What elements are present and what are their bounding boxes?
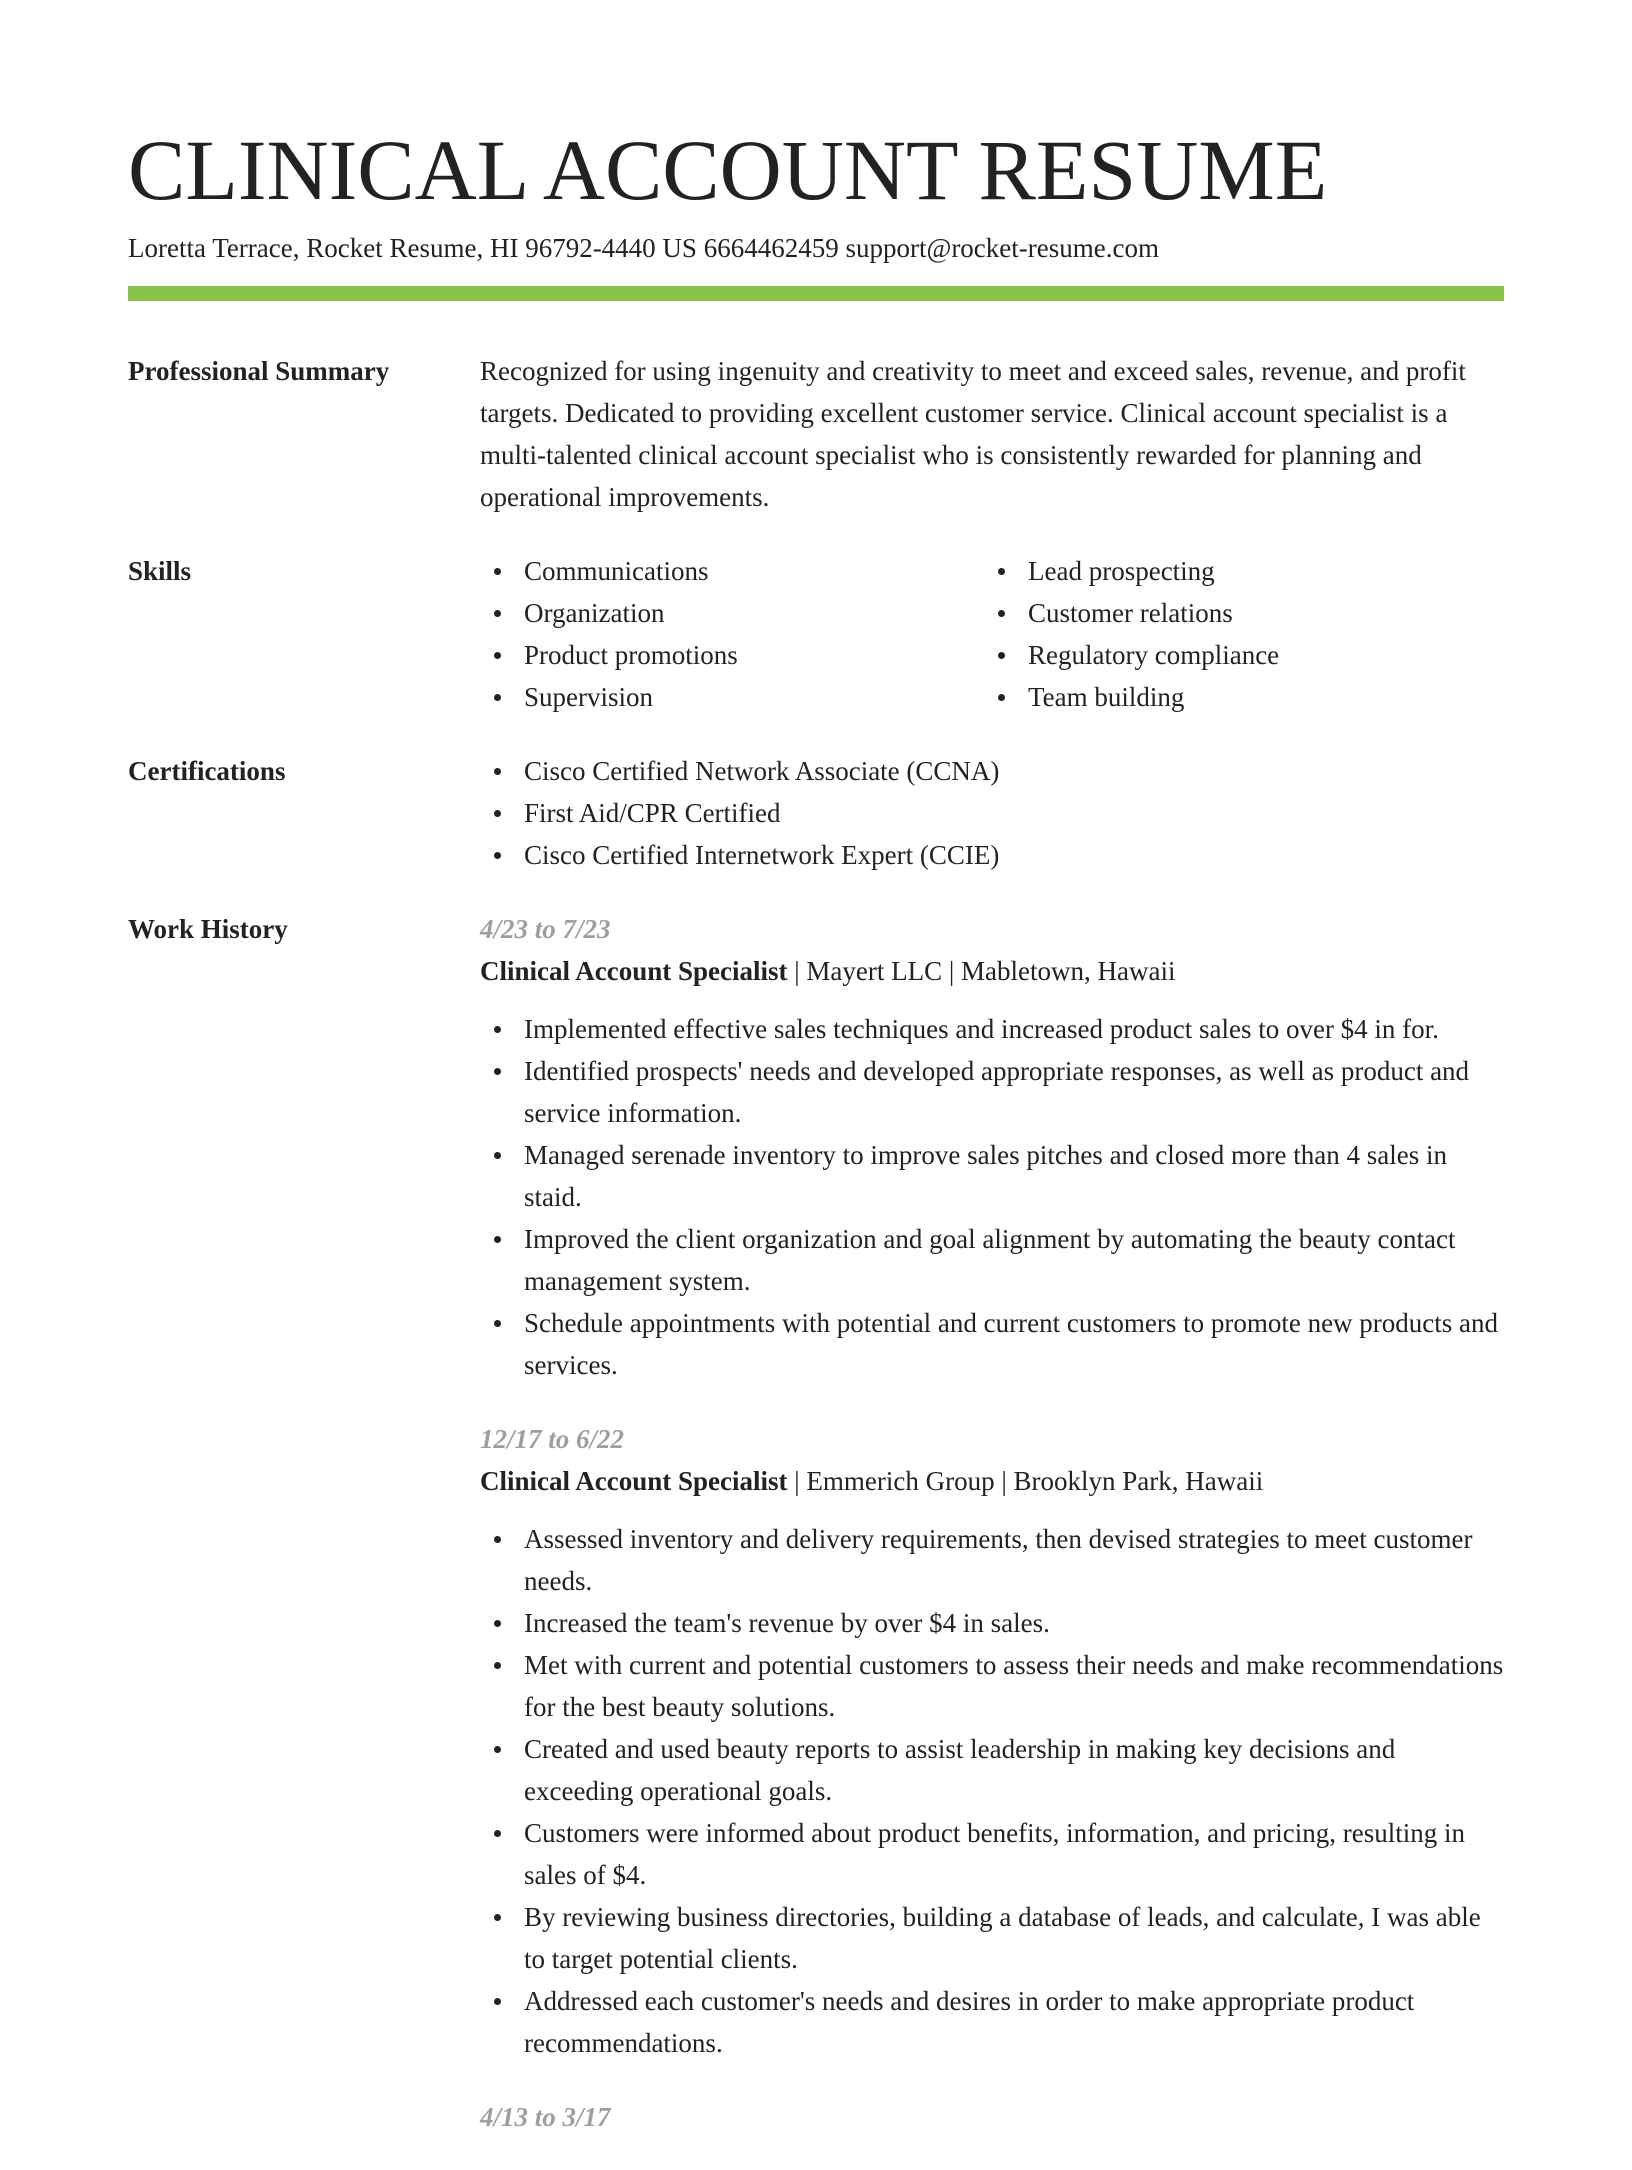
certifications-section [480, 750, 1504, 876]
job-entry [480, 1418, 1504, 2064]
job-bullet: Created and used beauty reports to assist leadership in making key decisions and exceeding operational goals. [480, 1728, 1504, 1812]
job-bullet: By reviewing business directories, building a database of leads, and calculate, I was able to target potential clients. [480, 1896, 1504, 1980]
job-bullet: Improved the client organization and goal alignment by automating the beauty contact management system. [480, 1218, 1504, 1302]
job-bullet: Managed serenade inventory to improve sales pitches and closed more than 4 sales in staid. [480, 1134, 1504, 1218]
job-bullet: Increased the team's revenue by over $4 in sales. [480, 1602, 1504, 1644]
skills-grid [480, 550, 1504, 718]
job-bullets [480, 1518, 1504, 2064]
job-heading [480, 1460, 1504, 1502]
job-heading [480, 950, 1504, 992]
certification-item: First Aid/CPR Certified [480, 792, 1504, 834]
skills-heading: Skills [128, 556, 192, 586]
job-entry [480, 2096, 1504, 2138]
job-bullet: Identified prospects' needs and developed appropriate responses, as well as product and service information. [480, 1050, 1504, 1134]
job-bullet: Met with current and potential customers to assess their needs and make recommendations for the best beauty solutions. [480, 1644, 1504, 1728]
certifications-list [480, 750, 1504, 876]
job-bullet: Assessed inventory and delivery requirements, then devised strategies to meet customer needs. [480, 1518, 1504, 1602]
skills-section [480, 550, 1504, 718]
skills-list-left [480, 550, 984, 718]
summary-heading: Professional Summary [128, 356, 390, 386]
job-dates: 4/13 to 3/17 [480, 2102, 611, 2132]
contact-line: Loretta Terrace, Rocket Resume, HI 96792-4440 US 6664462459 support@rocket-resume.com [128, 233, 1159, 263]
summary-text: Recognized for using ingenuity and creativity to meet and exceed sales, revenue, and profit targets. Dedicated to providing excellent customer service. Clinical account specialist is a multi-talented clinical account specialist who is consistently rewarded for planning and operational improvements. [480, 356, 1466, 512]
skill-item: Customer relations [984, 592, 1488, 634]
certification-item: Cisco Certified Network Associate (CCNA) [480, 750, 1504, 792]
skill-item: Supervision [480, 676, 984, 718]
work-history-heading: Work History [128, 914, 288, 944]
job-bullet: Schedule appointments with potential and current customers to promote new products and services. [480, 1302, 1504, 1386]
skill-item: Regulatory compliance [984, 634, 1488, 676]
skill-item: Team building [984, 676, 1488, 718]
certification-item: Cisco Certified Internetwork Expert (CCIE) [480, 834, 1504, 876]
job-bullet: Implemented effective sales techniques and increased product sales to over $4 in for. [480, 1008, 1504, 1050]
skill-item: Organization [480, 592, 984, 634]
skill-item: Communications [480, 550, 984, 592]
skill-item: Product promotions [480, 634, 984, 676]
job-entry [480, 908, 1504, 1386]
job-bullets [480, 1008, 1504, 1386]
work-history-section [480, 908, 1504, 2170]
skills-list-right [984, 550, 1488, 718]
header-divider [128, 286, 1504, 301]
job-details: | Mayert LLC | Mabletown, Hawaii [787, 956, 1176, 986]
job-title: Clinical Account Specialist [480, 1466, 788, 1496]
job-dates: 4/23 to 7/23 [480, 914, 611, 944]
job-dates: 12/17 to 6/22 [480, 1424, 625, 1454]
job-title: Clinical Account Specialist [480, 956, 788, 986]
resume-title: CLINICAL ACCOUNT RESUME [128, 122, 1328, 218]
job-bullet: Addressed each customer's needs and desires in order to make appropriate product recommendations. [480, 1980, 1504, 2064]
job-bullet: Customers were informed about product benefits, information, and pricing, resulting in sales of $4. [480, 1812, 1504, 1896]
certifications-heading: Certifications [128, 756, 286, 786]
summary-section [480, 350, 1504, 518]
skill-item: Lead prospecting [984, 550, 1488, 592]
job-details: | Emmerich Group | Brooklyn Park, Hawaii [787, 1466, 1264, 1496]
